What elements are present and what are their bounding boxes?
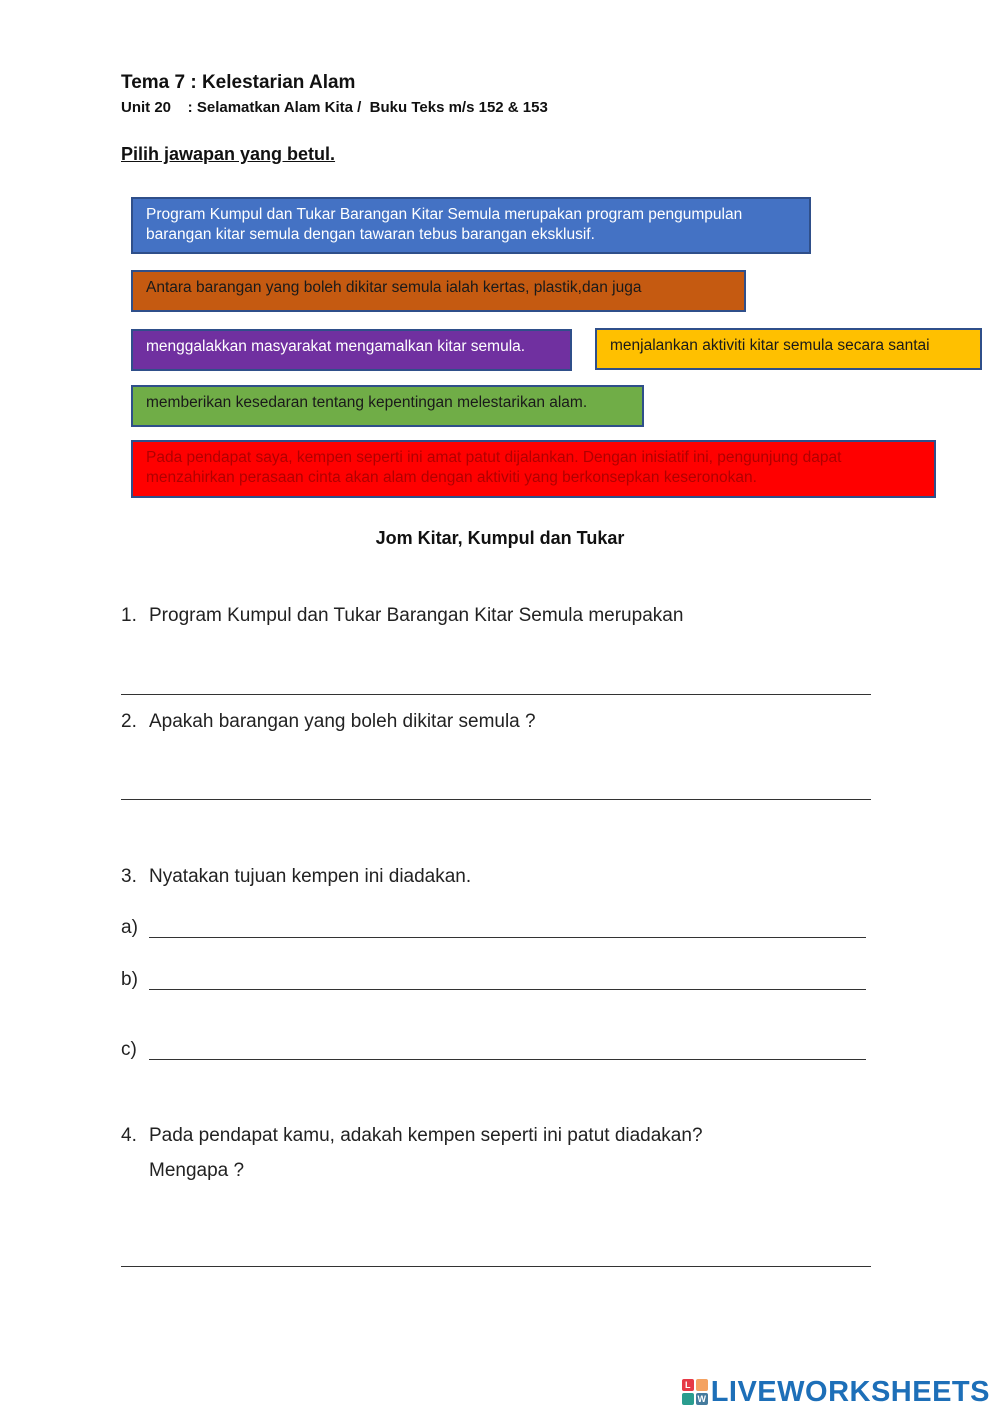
section-heading: Jom Kitar, Kumpul dan Tukar [375, 528, 625, 548]
answer-box-pendapat[interactable] [131, 440, 936, 498]
answer-line-1[interactable] [121, 694, 871, 695]
answer-box-text: memberikan kesedaran tentang kepentingan melestarikan alam. [146, 394, 588, 411]
answer-line-3b[interactable] [149, 989, 866, 990]
answer-box-text: Pada pendapat saya, kempen seperti ini amat patut dijalankan. Dengan inisiatif ini, pengunjung dapat menzahirkan perasaan cinta akan alam dengan aktiviti yang berkonsepkan keseronokan. [146, 449, 842, 486]
question-text: Nyatakan tujuan kempen ini diadakan. [149, 866, 472, 887]
sub-label-c: c) [121, 1039, 137, 1060]
question-number: 2. [121, 711, 137, 732]
logo-tile-letter: W [697, 1394, 706, 1404]
sub-label-b: b) [121, 969, 138, 990]
answer-box-menjalankan[interactable] [595, 328, 982, 370]
sub-label-a: a) [121, 917, 138, 938]
question-number: 3. [121, 866, 137, 887]
answer-box-barangan[interactable] [131, 270, 746, 312]
question-4-followup: Mengapa ? [149, 1160, 245, 1181]
instruction-text: Pilih jawapan yang betul. [121, 144, 336, 164]
answer-box-text: Antara barangan yang boleh dikitar semula ialah kertas, plastik,dan juga [146, 279, 642, 296]
question-2 [121, 711, 536, 733]
question-3 [121, 866, 471, 888]
question-number: 4. [121, 1125, 137, 1146]
question-number: 1. [121, 605, 137, 626]
question-text: Pada pendapat kamu, adakah kempen seperti ini patut diadakan? [149, 1125, 703, 1146]
liveworksheets-logo [682, 1375, 990, 1409]
answer-box-menggalakkan[interactable] [131, 329, 572, 371]
logo-tile [682, 1393, 694, 1405]
logo-tile [696, 1379, 708, 1391]
question-text: Program Kumpul dan Tukar Barangan Kitar Semula merupakan [149, 605, 684, 626]
answer-box-text: Program Kumpul dan Tukar Barangan Kitar Semula merupakan program pengumpulan barangan kitar semula dengan tawaran tebus barangan eksklusif. [146, 206, 743, 243]
liveworksheets-logo-icon [682, 1379, 708, 1405]
answer-box-program[interactable] [131, 197, 811, 254]
logo-text: LIVEWORKSHEETS [710, 1375, 990, 1408]
answer-line-3c[interactable] [149, 1059, 866, 1060]
unit-subtitle: Unit 20 : Selamatkan Alam Kita / Buku Teks m/s 152 & 153 [121, 99, 548, 116]
answer-line-3a[interactable] [149, 937, 866, 938]
worksheet-title: Tema 7 : Kelestarian Alam [121, 72, 356, 93]
question-text: Apakah barangan yang boleh dikitar semula ? [149, 711, 536, 732]
question-1 [121, 605, 683, 627]
answer-box-kesedaran[interactable] [131, 385, 644, 427]
question-4 [121, 1125, 703, 1147]
answer-box-text: menjalankan aktiviti kitar semula secara santai [610, 337, 930, 354]
logo-tile-letter: L [682, 1379, 694, 1391]
answer-box-text: menggalakkan masyarakat mengamalkan kitar semula. [146, 338, 526, 355]
answer-line-4[interactable] [121, 1266, 871, 1267]
answer-line-2[interactable] [121, 799, 871, 800]
